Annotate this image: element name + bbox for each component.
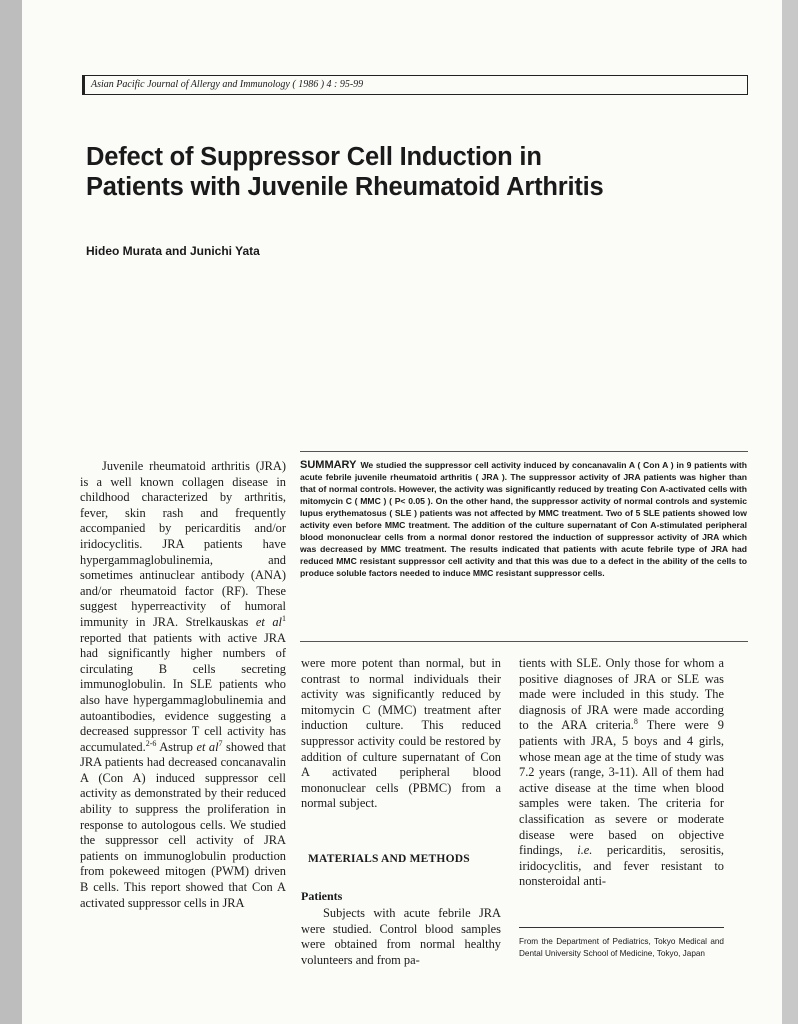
- summary-label: SUMMARY: [300, 459, 357, 471]
- body-column-1: [80, 459, 286, 911]
- ref-2-6: 2-6: [145, 738, 157, 748]
- article-title: [86, 142, 746, 202]
- col3-text-a: tients with SLE. Only those for whom a positive diagnoses of JRA or SLE was made were included in this study. The diagnosis of JRA were made according to the ARA criteria.: [519, 656, 724, 733]
- intro-paragraph: [80, 459, 286, 911]
- summary-text: We studied the suppressor cell activity induced by concanavalin A ( Con A ) in 9 patients with acute febrile juvenile rheumatoid arthritis ( JRA ). The suppressor activity of JRA patients was higher than that of normal controls. However, the activity was significantly reduced by treating Con A-activated cells with mitomycin C ( MMC ) ( P< 0.05 ). On the other hand, the suppressor activity of normal controls and systemic lupus erythematosus ( SLE ) patients was not affected by MMC treatment. Two of 5 SLE patients showed low activity even before MMC treatment. The addition of the culture supernatant of Con A-stimulated peripheral blood mononuclear cells from a normal donor restored the induction of suppressor activity of JRA which was decreased by MMC treatment. The results indicated that patients with acute febrile type of JRA had reduced MMC resistant suppressor cell activity and that this was due to a defect in the ability of the cells to produce soluble factors needed to induce MMC resistant suppressor cells.: [300, 460, 747, 578]
- ref-8: 8: [633, 717, 638, 727]
- body-column-2: [301, 656, 501, 812]
- summary-top-rule: [300, 451, 748, 452]
- title-line-1: Defect of Suppressor Cell Induction in: [86, 143, 542, 171]
- et-al-2: et al: [196, 739, 219, 754]
- affiliation-rule: [519, 927, 724, 928]
- subheading-patients: Patients: [301, 889, 343, 903]
- ref-7: 7: [218, 738, 223, 748]
- intro-text-a: Juvenile rheumatoid arthritis (JRA) is a well known collagen disease in childhood characterized by arthritis, fever, skin rash and frequently accompanied by pericarditis and/or iridocyclitis. JRA patients have hypergammaglobulinemia, and sometimes antinuclear antibody (ANA) and/or rheumatoid factor (RF). These suggest hyperreactivity of humoral immunity in JRA. Strelkauskas: [80, 459, 286, 629]
- title-line-2: Patients with Juvenile Rheumatoid Arthritis: [86, 173, 604, 201]
- intro-text-c: Astrup: [156, 739, 197, 754]
- scan-left-margin: [0, 0, 22, 1024]
- author-affiliation: From the Department of Pediatrics, Tokyo Medical and Dental University School of Medicine, Tokyo, Japan: [519, 937, 724, 958]
- ref-1: 1: [282, 613, 286, 623]
- summary-abstract: [300, 459, 747, 579]
- scan-right-margin: [782, 0, 798, 1024]
- section-heading-methods: MATERIALS AND METHODS: [308, 853, 470, 865]
- col3-text-b: There were 9 patients with JRA, 5 boys and 4 girls, whose mean age at the time of study was 7.2 years (range, 3-11). All of them had active disease at the time when blood samples were taken. The criteria for classification as severe or moderate disease were based on objective findings,: [519, 718, 724, 858]
- author-list: Hideo Murata and Junichi Yata: [86, 244, 260, 258]
- et-al-1: et al: [255, 614, 282, 629]
- journal-citation-header: Asian Pacific Journal of Allergy and Immunology ( 1986 ) 4 : 95-99: [82, 75, 748, 95]
- body-column-3: [519, 656, 724, 890]
- ie-abbrev: i.e.: [577, 843, 593, 858]
- paper-page: [22, 0, 782, 1024]
- patients-text: Subjects with acute febrile JRA were studied. Control blood samples were obtained from normal healthy volunteers and from pa-: [301, 906, 501, 967]
- col3-text-c: pericarditis, serositis, iridocyclitis, and fever resistant to nonsteroidal anti-: [519, 843, 724, 889]
- patients-paragraph: [301, 906, 501, 968]
- intro-text-b: reported that patients with active JRA had significantly higher numbers of circulating B cells secreting immunoglobulin. In SLE patients who also have hypergammaglobulinemia and autoantibodies, evidence suggesting a decreased suppressor T cell activity has accumulated.: [80, 630, 286, 754]
- intro-text-d: showed that JRA patients had decreased concanavalin A (Con A) induced suppressor cell activity as demonstrated by their reduced ability to suppress the proliferation in response to autologous cells. We studied the suppressor cell activity of JRA patients on immunoglobulin production from pokeweed mitogen (PWM) driven B cells. This report showed that Con A activated suppressor cells in JRA: [80, 739, 286, 910]
- summary-bottom-rule: [300, 641, 748, 642]
- patients-continuation: [519, 656, 724, 890]
- intro-continuation: were more potent than normal, but in contrast to normal individuals their activity was significantly reduced by mitomycin C (MMC) treatment after induction culture. This reduced suppressor activity could be restored by addition of culture supernatant of Con A activated peripheral blood mononuclear cells (PBMC) from a normal subject.: [301, 656, 501, 811]
